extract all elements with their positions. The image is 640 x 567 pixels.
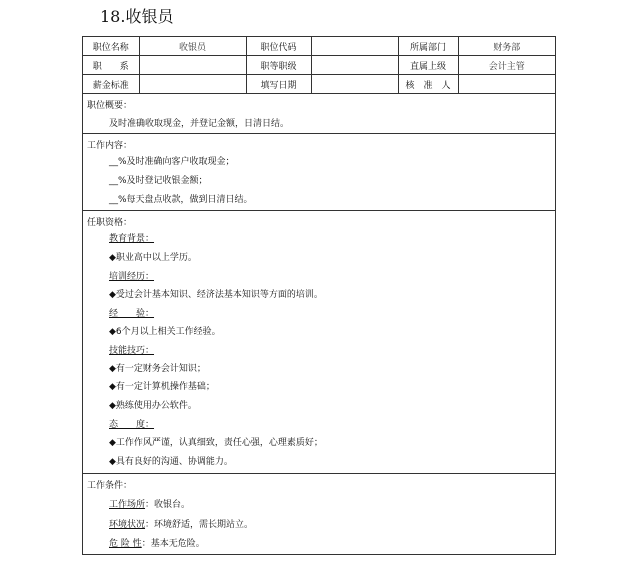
experience-heading: 经 验： xyxy=(109,309,155,319)
overview-text: 及时准确收取现金，并登记金额，日清日结。 xyxy=(109,119,290,129)
header-row xyxy=(83,37,555,56)
attitude-item: ◆工作作风严谨，认真细致，责任心强，心理素质好； xyxy=(109,438,323,448)
content-item: __%及时准确向客户收取现金； xyxy=(109,157,235,167)
job-family-value xyxy=(139,56,246,75)
qualification-section xyxy=(83,211,555,474)
header-table xyxy=(83,37,555,94)
fill-date-label: 填写日期 xyxy=(246,75,311,94)
salary-label: 薪金标准 xyxy=(83,75,139,94)
salary-value xyxy=(139,75,246,94)
conditions-title: 工作条件： xyxy=(87,481,133,491)
content-item: __%及时登记收银金额； xyxy=(109,176,208,186)
education-item: ◆职业高中以上学历。 xyxy=(109,253,197,263)
supervisor-label: 直属上级 xyxy=(398,56,458,75)
attitude-item: ◆具有良好的沟通、协调能力。 xyxy=(109,457,233,467)
skill-item: ◆有一定计算机操作基础； xyxy=(109,382,215,392)
skills-heading: 技能技巧： xyxy=(109,346,155,356)
skill-item: ◆熟练使用办公软件。 xyxy=(109,401,197,411)
risk-line xyxy=(109,536,205,549)
risk-value: ：基本无危险。 xyxy=(141,539,205,549)
attitude-heading: 态 度： xyxy=(109,420,155,430)
qualification-title: 任职资格： xyxy=(87,218,133,228)
environment-value: ：环境舒适，需长期站立。 xyxy=(145,520,254,530)
content-section xyxy=(83,134,555,211)
position-name-value: 收银员 xyxy=(139,37,246,56)
fill-date-value xyxy=(311,75,398,94)
risk-heading: 危 险 性 xyxy=(109,539,142,549)
content-title: 工作内容： xyxy=(87,141,133,151)
header-row xyxy=(83,56,555,75)
page-title: 18.收银员 xyxy=(100,7,174,26)
overview-section xyxy=(83,94,555,134)
grade-label: 职等职级 xyxy=(246,56,311,75)
environment-heading: 环境状况 xyxy=(109,520,146,530)
approver-label: 核 准 人 xyxy=(398,75,458,94)
content-item: __%每天盘点收款，做到日清日结。 xyxy=(109,195,253,205)
education-heading: 教育背景： xyxy=(109,234,155,244)
position-code-label: 职位代码 xyxy=(246,37,311,56)
environment-line xyxy=(109,517,253,530)
skill-item: ◆有一定财务会计知识； xyxy=(109,364,206,374)
workplace-value: ：收银台。 xyxy=(145,500,191,510)
experience-item: ◆6个月以上相关工作经验。 xyxy=(109,327,221,337)
approver-value xyxy=(458,75,555,94)
supervisor-value: 会计主管 xyxy=(458,56,555,75)
department-label: 所属部门 xyxy=(398,37,458,56)
training-item: ◆受过会计基本知识、经济法基本知识等方面的培训。 xyxy=(109,290,323,300)
overview-title: 职位概要： xyxy=(87,101,133,111)
job-description-sheet xyxy=(82,36,556,555)
training-heading: 培训经历： xyxy=(109,272,155,282)
workplace-heading: 工作场所 xyxy=(109,500,146,510)
conditions-section xyxy=(83,474,555,557)
workplace-line xyxy=(109,497,190,510)
position-name-label: 职位名称 xyxy=(83,37,139,56)
grade-value xyxy=(311,56,398,75)
header-row xyxy=(83,75,555,94)
department-value: 财务部 xyxy=(458,37,555,56)
job-family-label: 职 系 xyxy=(83,56,139,75)
position-code-value xyxy=(311,37,398,56)
